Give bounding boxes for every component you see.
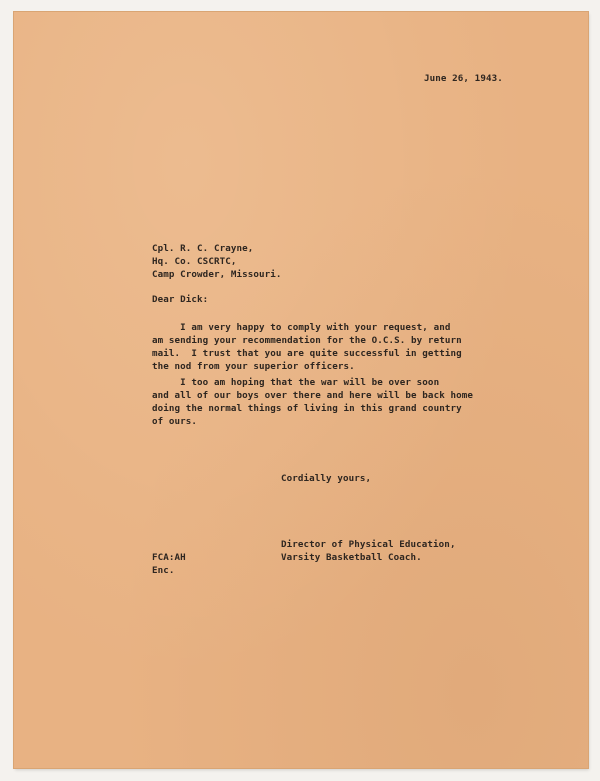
- paragraph-line: I am very happy to comply with your request, and: [152, 322, 451, 333]
- recipient-line: Hq. Co. CSCRTC,: [152, 256, 237, 267]
- paragraph-line: I too am hoping that the war will be over soon: [152, 377, 440, 388]
- reference-initials: [152, 551, 186, 577]
- recipient-line: Camp Crowder, Missouri.: [152, 269, 282, 280]
- reference-line: FCA:AH: [152, 552, 186, 563]
- paragraph-line: and all of our boys over there and here will be back home: [152, 390, 473, 401]
- recipient-line: Cpl. R. C. Crayne,: [152, 243, 254, 254]
- signature-title: [281, 538, 456, 564]
- recipient-address: [152, 242, 282, 281]
- paragraph-line: the nod from your superior officers.: [152, 361, 355, 372]
- reference-line: Enc.: [152, 565, 175, 576]
- letter-page: [14, 12, 588, 768]
- paragraph-2: [152, 376, 473, 428]
- paragraph-1: [152, 321, 462, 373]
- paragraph-line: of ours.: [152, 416, 198, 427]
- paragraph-line: am sending your recommendation for the O.C.S. by return: [152, 335, 462, 346]
- paragraph-line: mail. I trust that you are quite successful in getting: [152, 348, 462, 359]
- signature-line: Varsity Basketball Coach.: [281, 552, 422, 563]
- closing: Cordially yours,: [281, 473, 372, 484]
- paragraph-line: doing the normal things of living in this grand country: [152, 403, 462, 414]
- letter-date: June 26, 1943.: [424, 73, 503, 84]
- salutation: Dear Dick:: [152, 294, 209, 305]
- signature-line: Director of Physical Education,: [281, 539, 456, 550]
